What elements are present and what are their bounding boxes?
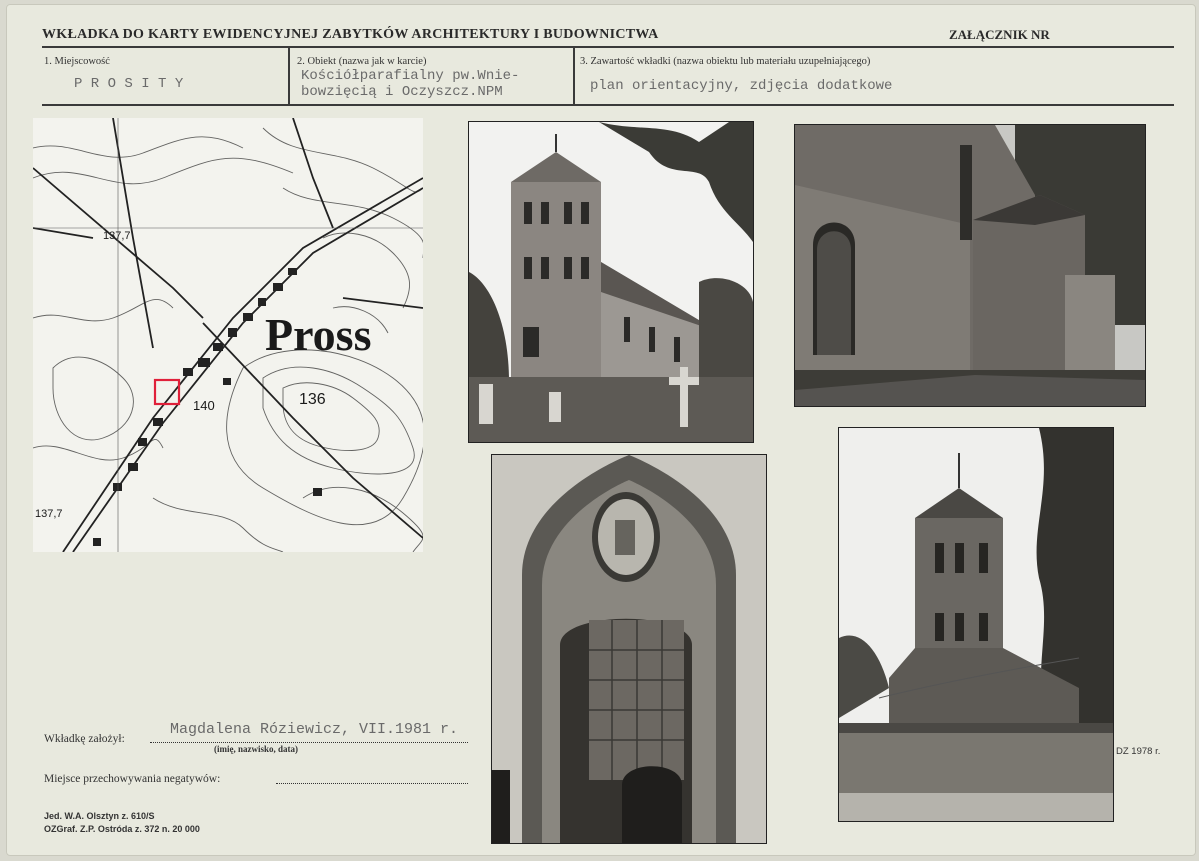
object-value-line1: Kościółparafialny pw.Wnie- (301, 68, 520, 84)
map-elevation-137-top: 137,7 (103, 230, 131, 242)
object-value-line2: bowzięcią i Oczyszcz.NPM (301, 84, 503, 100)
author-hint: (imię, nazwisko, data) (214, 744, 298, 754)
annex-label: ZAŁĄCZNIK NR (949, 27, 1050, 42)
header-rule-top (42, 46, 1174, 48)
photo-church-portal (491, 454, 767, 844)
map-elevation-137-bottom: 137,7 (35, 508, 63, 520)
object-label: 2. Obiekt (nazwa jak w karcie) (297, 56, 427, 67)
print-info-line1: Jed. W.A. Olsztyn z. 610/S (44, 811, 155, 821)
negatives-line (276, 782, 468, 784)
photo-church-tower-with-fence (838, 427, 1114, 822)
photo-credit: DZ 1978 r. (1116, 746, 1161, 757)
author-label: Wkładkę założył: (44, 733, 125, 745)
negatives-label: Miejsce przechowywania negatywów: (44, 773, 221, 785)
map-elevation-136: 136 (299, 391, 326, 408)
photo-church-general-view (468, 121, 754, 443)
photo-church-side-wall (794, 124, 1146, 407)
author-line (150, 741, 468, 743)
contents-label: 3. Zawartość wkładki (nazwa obiektu lub materiału uzupełniającego) (580, 56, 871, 67)
contents-value: plan orientacyjny, zdjęcia dodatkowe (590, 78, 893, 94)
map-town-label: Pross (265, 309, 372, 360)
header-rule-bottom (42, 104, 1174, 106)
author-value: Magdalena Róziewicz, VII.1981 r. (170, 721, 459, 738)
print-info-line2: OZGraf. Z.P. Ostróda z. 372 n. 20 000 (44, 824, 200, 834)
place-label: 1. Miejscowość (44, 56, 110, 67)
field-divider-1 (288, 47, 290, 104)
orientation-map (33, 118, 423, 552)
card-title: WKŁADKA DO KARTY EWIDENCYJNEJ ZABYTKÓW ARCHITEKTURY I BUDOWNICTWA (42, 27, 659, 42)
place-value: P R O S I T Y (74, 76, 184, 92)
map-elevation-140: 140 (193, 398, 215, 413)
field-divider-2 (573, 47, 575, 104)
